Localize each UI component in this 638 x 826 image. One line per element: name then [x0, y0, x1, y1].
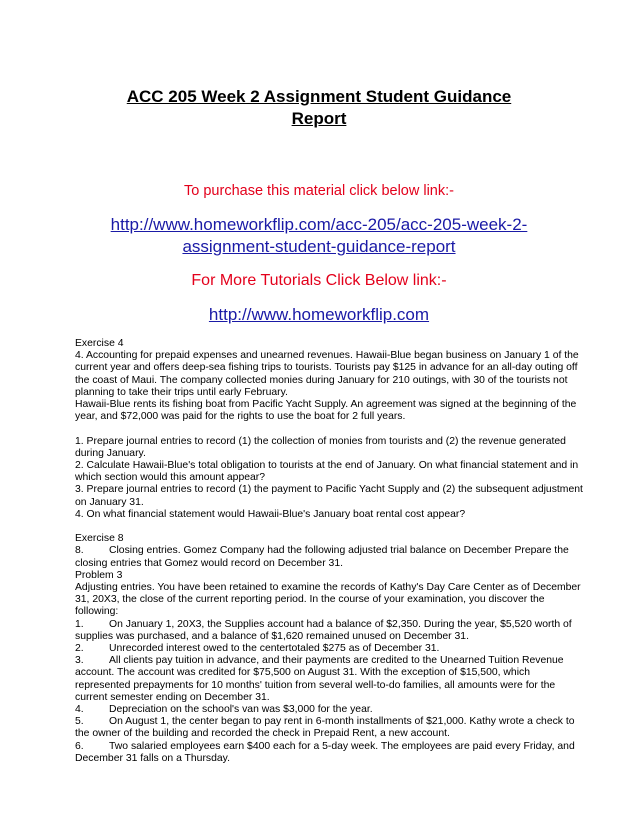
item-text: Closing entries. Gomez Company had the following adjusted trial balance on December Prepare the [109, 545, 569, 557]
page-title [60, 86, 578, 130]
text-line: account. The account was credited for $75,500 on August 31. With the exception of $15,500, which [75, 667, 530, 679]
product-link-line-1[interactable]: http://www.homeworkflip.com/acc-205/acc-205-week-2- [110, 215, 528, 234]
exercise-4-heading: Exercise 4 [75, 338, 124, 349]
assignment-body [75, 338, 583, 765]
problem-3-heading: Problem 3 [75, 569, 123, 581]
item-number: 3. [75, 655, 84, 667]
item-text: On January 1, 20X3, the Supplies account had a balance of $2,350. During the year, $5,520 worth of [109, 618, 572, 630]
item-text: Unrecorded interest owed to the centertotaled $275 as of December 31. [109, 643, 440, 655]
product-link-line-2[interactable]: assignment-student-guidance-report [182, 237, 456, 256]
item-number: 4. [75, 704, 84, 716]
text-line: on January 31. [75, 496, 144, 508]
text-line: planning to take their trips until early February. [75, 386, 288, 398]
text-line: 2. Calculate Hawaii-Blue's total obligation to tourists at the end of January. On what financial statement and in [75, 460, 579, 472]
homepage-link[interactable]: http://www.homeworkflip.com [208, 305, 430, 324]
text-line: 3. Prepare journal entries to record (1) the payment to Pacific Yacht Supply and (2) the subsequent adjustment [75, 484, 583, 496]
text-line: 1. Prepare journal entries to record (1) the collection of monies from tourists and (2) the revenue generated [75, 435, 566, 447]
purchase-notice: To purchase this material click below link:- [184, 183, 454, 199]
title-line-2: Report [291, 109, 347, 128]
text-line: the owner of the building and recorded the check in Prepaid Rent, a new account. [75, 728, 450, 740]
text-line: current year and offers deep-sea fishing trips to tourists. Tourists pay $125 in advance for an all-day outing off [75, 362, 578, 374]
text-line: December 31 falls on a Thursday. [75, 752, 230, 764]
numbered-item [75, 716, 575, 728]
text-line: 4. On what financial statement would Hawaii-Blue's January boat rental cost appear? [75, 508, 466, 520]
text-line: Adjusting entries. You have been retained to examine the records of Kathy's Day Care Center as of December [75, 582, 581, 594]
item-text: All clients pay tuition in advance, and their payments are credited to the Unearned Tuition Revenue [109, 655, 564, 667]
spacer [75, 521, 565, 533]
item-text: Depreciation on the school's van was $3,000 for the year. [109, 704, 373, 716]
text-line: which section would this amount appear? [75, 472, 266, 484]
item-number: 1. [75, 618, 84, 630]
text-line: Hawaii-Blue rents its fishing boat from Pacific Yacht Supply. An agreement was signed at the beginning of the [75, 399, 577, 411]
text-line: current semester ending on December 31. [75, 691, 270, 703]
text-line: year, and $72,000 was paid for the rights to use the boat for 2 full years. [75, 411, 406, 423]
numbered-item [75, 704, 565, 716]
text-line: 4. Accounting for prepaid expenses and unearned revenues. Hawaii-Blue began business on January 1 of the [75, 350, 579, 362]
numbered-item [75, 655, 565, 667]
text-line: 31, 20X3, the close of the current reporting period. In the course of your examination, you discover the [75, 594, 545, 606]
text-line: supplies was purchased, and a balance of $1,620 remained unused on December 31. [75, 630, 469, 642]
numbered-item [75, 618, 572, 631]
numbered-item [75, 643, 565, 655]
item-text: On August 1, the center began to pay rent in 6-month installments of $21,000. Kathy wrote a check to [109, 716, 575, 728]
text-line: during January. [75, 447, 146, 459]
numbered-item [75, 740, 575, 753]
product-link[interactable] [90, 214, 548, 258]
item-number: 5. [75, 716, 84, 728]
numbered-item [75, 545, 569, 557]
item-text: Two salaried employees earn $400 each for a 5-day week. The employees are paid every Friday, and [109, 740, 575, 752]
text-line: the coast of Maui. The company collected monies during January for 210 outings, with 30 of the tourists not [75, 374, 568, 386]
item-number: 2. [75, 643, 84, 655]
exercise-8-heading: Exercise 8 [75, 533, 124, 545]
title-line-1: ACC 205 Week 2 Assignment Student Guidance [126, 87, 512, 106]
spacer [75, 423, 565, 435]
text-line: following: [75, 606, 119, 618]
tutorials-notice: For More Tutorials Click Below link:- [191, 272, 447, 289]
item-number: 6. [75, 740, 84, 752]
text-line: represented prepayments for 10 months' tuition from several well-to-do families, all amounts were for the [75, 679, 556, 691]
item-number: 8. [75, 545, 84, 557]
text-line: closing entries that Gomez would record on December 31. [75, 557, 343, 569]
